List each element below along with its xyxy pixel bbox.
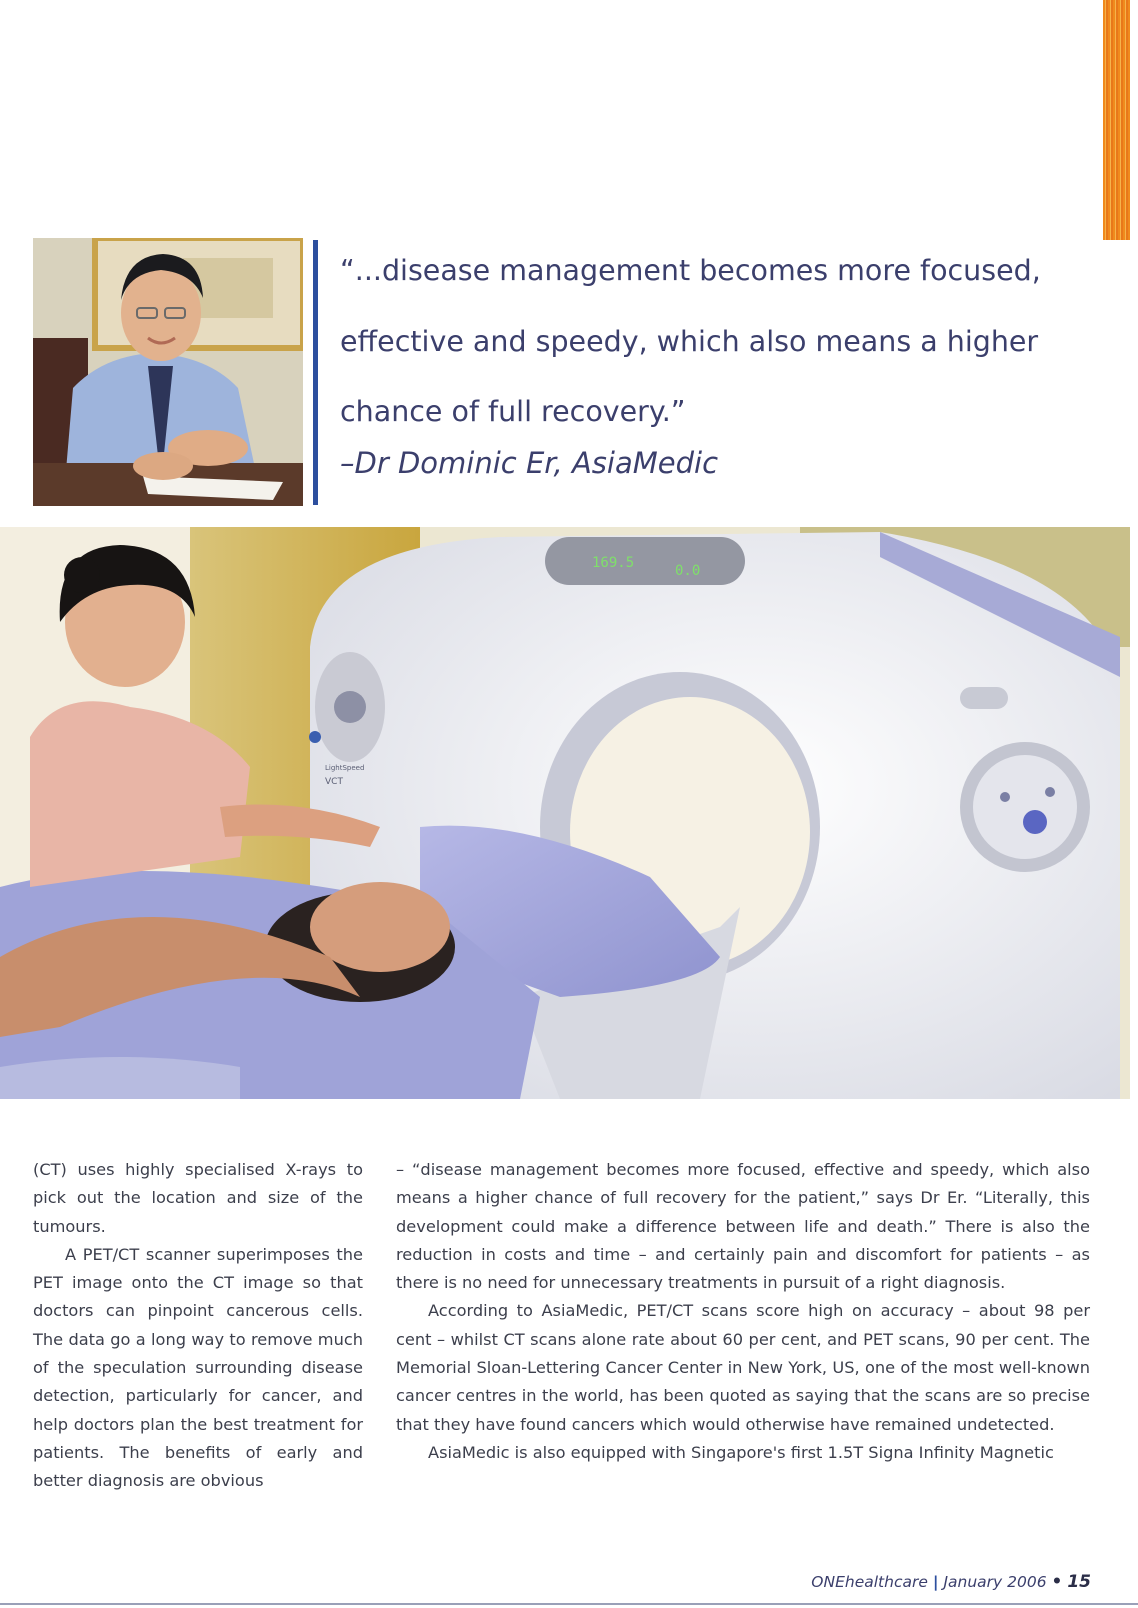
right-column-paragraph-2: According to AsiaMedic, PET/CT scans score high on accuracy – about 98 per cent – whilst CT scans alone rate about 60 per cent, and PET scans, 90 per cent. The Memorial Sloan-Lettering Cancer Center in New York, US, one of the most well-known cancer centres in the world, has been quoted as saying that the scans are so precise that they have found cancers which would otherwise have remained undetected. <box>396 1301 1090 1434</box>
page-footer <box>811 1572 1091 1592</box>
portrait-photo-dr-er <box>33 238 303 506</box>
pull-quote-attribution: –Dr Dominic Er, AsiaMedic <box>340 446 719 480</box>
right-column-paragraph-3: AsiaMedic is also equipped with Singapore's first 1.5T Signa Infinity Magnetic <box>428 1442 1054 1462</box>
scanner-model-label: VCT <box>325 777 343 787</box>
footer-issue: January 2006 <box>943 1573 1047 1591</box>
pull-quote-line-3: chance of full recovery.” <box>340 395 686 428</box>
scanner-display-right: 0.0 <box>675 563 701 579</box>
footer-bullet: • <box>1051 1572 1063 1592</box>
quote-rule <box>313 240 318 505</box>
pull-quote-line-2: effective and speedy, which also means a higher <box>340 324 1039 358</box>
ct-scanner-photo <box>0 527 1130 1099</box>
scanner-brand-label: LightSpeed <box>325 764 365 772</box>
left-column-paragraph-1: (CT) uses highly specialised X-rays to pick out the location and size of the tumours. <box>33 1160 363 1236</box>
right-column-paragraph-1: – “disease management becomes more focused, effective and speedy, which also means a higher chance of full recovery for the patient,” says Dr Er. “Literally, this development could make a difference between life and death.” There is also the reduction in costs and time – and certainly pain and discomfort for patients – as there is no need for unnecessary treatments in pursuit of a right diagnosis. <box>396 1160 1090 1293</box>
accent-color-bar <box>1103 0 1130 240</box>
article-left-column <box>33 1156 363 1496</box>
footer-publication: ONEhealthcare <box>811 1573 928 1591</box>
footer-separator: | <box>932 1573 939 1591</box>
pull-quote <box>340 236 1090 448</box>
footer-page-number: 15 <box>1067 1572 1091 1592</box>
pull-quote-line-1: “...disease management becomes more focused, <box>340 254 1041 287</box>
article-right-column <box>396 1156 1090 1467</box>
scanner-display-left: 169.5 <box>592 555 635 571</box>
bottom-rule <box>0 1603 1138 1605</box>
left-column-paragraph-2: A PET/CT scanner superimposes the PET image onto the CT image so that doctors can pinpoint cancerous cells. The data go a long way to remove much of the speculation surrounding disease detection, particularly for cancer, and help doctors plan the best treatment for patients. The benefits of early and better diagnosis are obvious <box>33 1244 363 1491</box>
